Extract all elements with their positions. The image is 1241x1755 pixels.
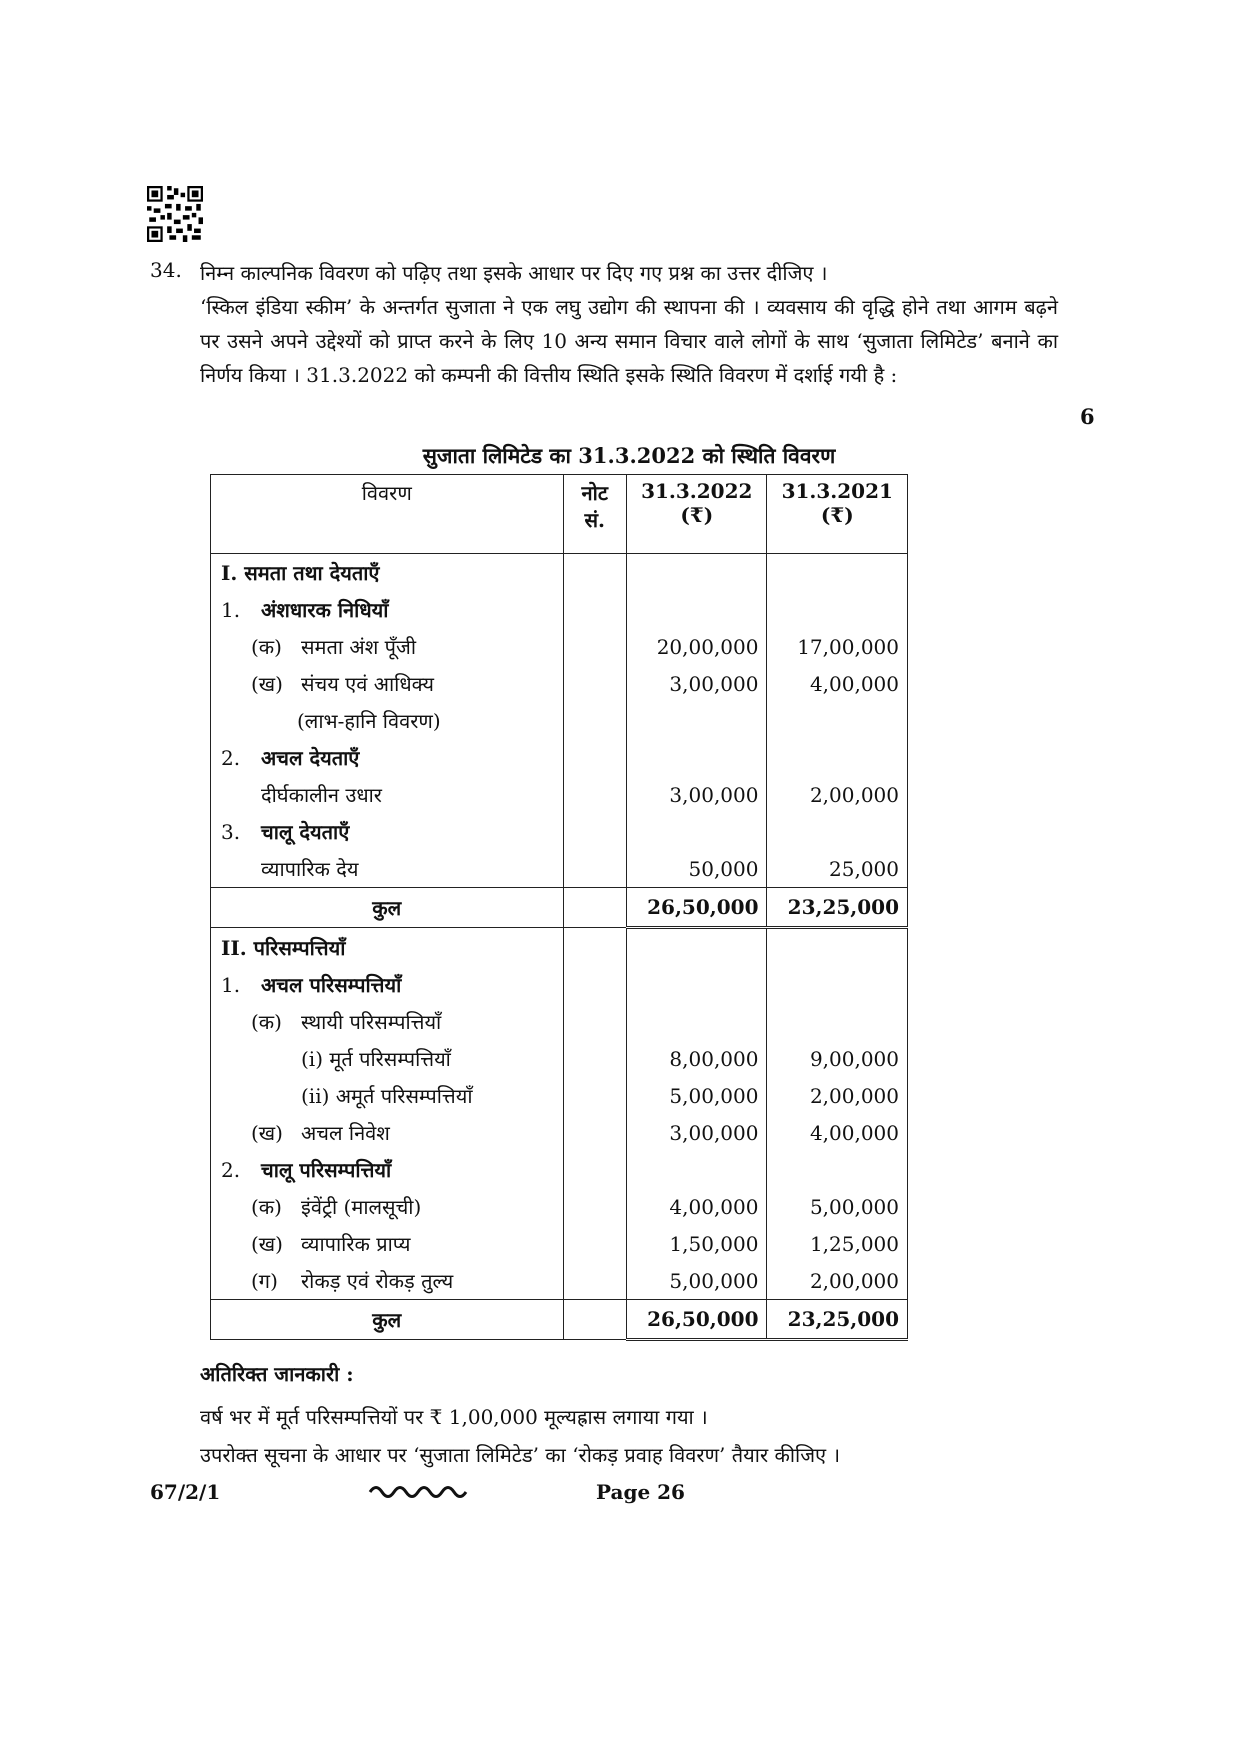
table-row: (ग) रोकड़ एवं रोकड़ तुल्य 5,00,000 2,00,000 (211, 1262, 908, 1300)
additional-info-title: अतिरिक्त जानकारी : (200, 1362, 354, 1386)
table-row: II. परिसम्पत्तियाँ (211, 928, 908, 967)
table-row: I. समता तथा देयताएँ (211, 554, 908, 592)
table-row: 2. चालू परिसम्पत्तियाँ (211, 1151, 908, 1188)
table-row: (क) इंवेंट्री (मालसूची) 4,00,000 5,00,000 (211, 1188, 908, 1225)
table-row: (क) स्थायी परिसम्पत्तियाँ (211, 1003, 908, 1040)
table-row: (ख) व्यापारिक प्राप्य 1,50,000 1,25,000 (211, 1225, 908, 1262)
qr-code-icon (147, 186, 203, 242)
table-row: (ii) अमूर्त परिसम्पत्तियाँ 5,00,000 2,00,000 (211, 1077, 908, 1114)
table-row: 2. अचल देयताएँ (211, 739, 908, 776)
table-row: (लाभ-हानि विवरण) (211, 702, 908, 739)
table-row: (i) मूर्त परिसम्पत्तियाँ 8,00,000 9,00,000 (211, 1040, 908, 1077)
table-caption: सुजाता लिमिटेड का 31.3.2022 को स्थिति विवरण (422, 443, 836, 468)
table-header-row (211, 475, 908, 554)
header-year-2022: 31.3.2022 (₹) (626, 475, 767, 554)
paper-code: 67/2/1 (150, 1480, 221, 1504)
table-row: 1. अचल परिसम्पत्तियाँ (211, 966, 908, 1003)
table-row: (क) समता अंश पूँजी 20,00,000 17,00,000 (211, 628, 908, 665)
marks: 6 (1080, 404, 1095, 429)
equity-total-row: कुल 26,50,000 23,25,000 (211, 888, 908, 928)
additional-info-line-2: उपरोक्त सूचना के आधार पर ‘सुजाता लिमिटेड’ का ‘रोकड़ प्रवाह विवरण’ तैयार कीजिए । (200, 1443, 841, 1467)
question-line-2: ‘स्किल इंडिया स्कीम’ के अन्तर्गत सुजाता ने एक लघु उद्योग की स्थापना की । व्यवसाय की वृद्धि होने तथा आगम बढ़ने पर उसने अपने उद्देश्यों को प्राप्त करने के लिए 10 अन्य समान विचार वाले लोगों के साथ ‘सुजाता लिमिटेड’ बनाने का निर्णय किया । 31.3.2022 को कम्पनी की वित्तीय स्थिति इसके स्थिति विवरण में दर्शाई गयी है : (200, 295, 1058, 387)
question-number: 34. (150, 258, 182, 282)
question-line-1: निम्न काल्पनिक विवरण को पढ़िए तथा इसके आधार पर दिए गए प्रश्न का उत्तर दीजिए । (200, 261, 828, 285)
table-row: (ख) संचय एवं आधिक्य 3,00,000 4,00,000 (211, 665, 908, 702)
header-note: नोट सं. (563, 475, 626, 554)
table-row: 3. चालू देयताएँ (211, 813, 908, 850)
additional-info-line-1: वर्ष भर में मूर्त परिसम्पत्तियों पर ₹ 1,00,000 मूल्यह्रास लगाया गया । (200, 1405, 708, 1429)
balance-sheet-table (210, 474, 908, 1341)
table-row: व्यापारिक देय 50,000 25,000 (211, 850, 908, 888)
table-row: (ख) अचल निवेश 3,00,000 4,00,000 (211, 1114, 908, 1151)
wave-ornament-icon (368, 1480, 468, 1504)
additional-info-text (200, 1398, 840, 1474)
assets-total-row: कुल 26,50,000 23,25,000 (211, 1300, 908, 1340)
question-text (200, 256, 1058, 392)
table-row: दीर्घकालीन उधार 3,00,000 2,00,000 (211, 776, 908, 813)
header-year-2021: 31.3.2021 (₹) (767, 475, 908, 554)
header-particulars: विवरण (211, 475, 564, 554)
table-row: 1. अंशधारक निधियाँ (211, 591, 908, 628)
page-number: Page 26 (596, 1480, 685, 1504)
